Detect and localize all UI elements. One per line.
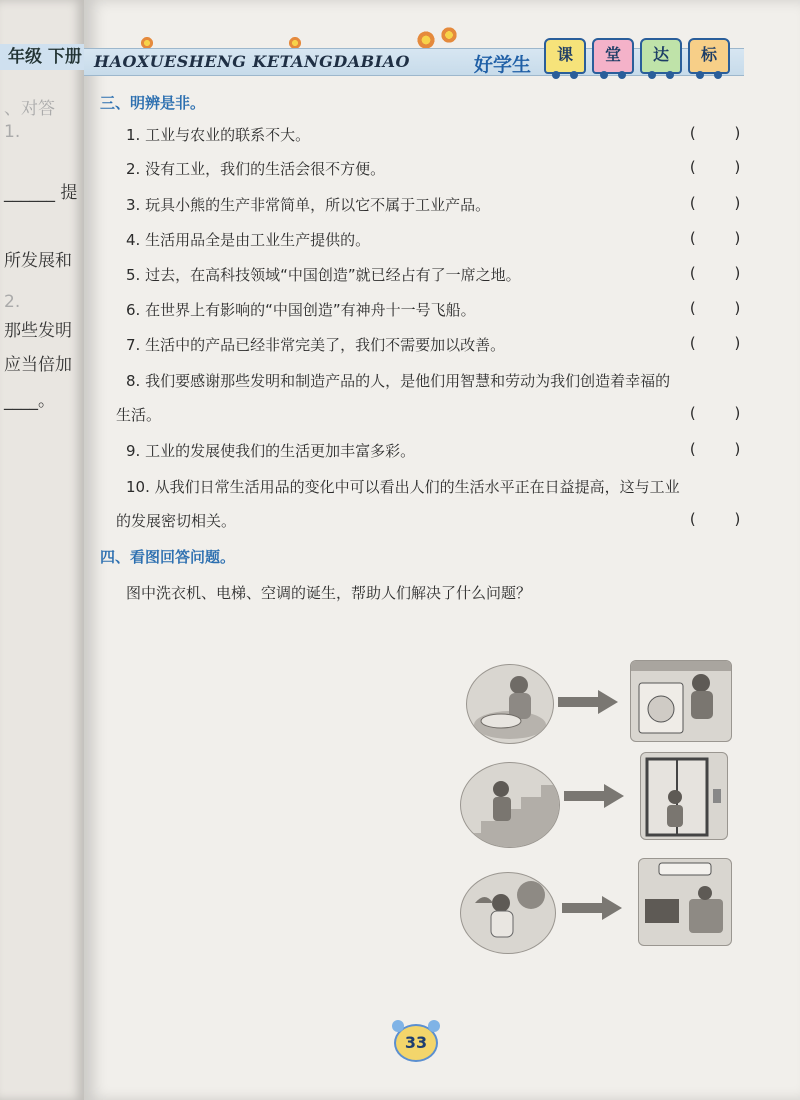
header-train xyxy=(544,38,730,74)
question-7: 7. 生活中的产品已经非常完美了，我们不需要加以改善。 xyxy=(126,336,506,354)
question-6: 6. 在世界上有影响的“中国创造”有神舟十一号飞船。 xyxy=(126,301,476,319)
answer-blank-1[interactable]: ( ) xyxy=(688,124,743,142)
header-brand: 好学生 xyxy=(474,54,532,76)
air-conditioner-illustration xyxy=(638,858,732,946)
arrow-icon xyxy=(564,784,624,808)
question-8-continued: 生活。 xyxy=(116,406,162,424)
answer-blank-3[interactable]: ( ) xyxy=(688,194,743,212)
left-page-text-fragment: 1. xyxy=(4,122,21,142)
left-page xyxy=(0,0,84,1100)
answer-blank-6[interactable]: ( ) xyxy=(688,299,743,317)
section-4-prompt: 图中洗衣机、电梯、空调的诞生，帮助人们解决了什么问题？ xyxy=(126,584,532,602)
arrow-icon xyxy=(562,896,622,920)
answer-blank-9[interactable]: ( ) xyxy=(688,440,743,458)
question-9: 9. 工业的发展使我们的生活更加丰富多彩。 xyxy=(126,442,416,460)
left-page-tab: 年级 下册 xyxy=(0,44,84,70)
flower-icon xyxy=(416,30,436,50)
answer-blank-4[interactable]: ( ) xyxy=(688,229,743,247)
question-8: 8. 我们要感谢那些发明和制造产品的人，是他们用智慧和劳动为我们创造着幸福的 xyxy=(126,372,671,390)
question-1: 1. 工业与农业的联系不大。 xyxy=(126,126,311,144)
left-page-text-fragment: 2. xyxy=(4,292,21,312)
section-3-heading: 三、明辨是非。 xyxy=(100,94,206,112)
left-page-text-fragment: 、对答 xyxy=(4,99,55,119)
flower-icon xyxy=(440,26,458,44)
elevator-illustration xyxy=(640,752,728,840)
climbing-stairs-illustration xyxy=(460,762,560,848)
answer-blank-5[interactable]: ( ) xyxy=(688,264,743,282)
train-car: 达 xyxy=(640,38,682,74)
question-5: 5. 过去，在高科技领域“中国创造”就已经占有了一席之地。 xyxy=(126,266,521,284)
left-page-text-fragment: ____。 xyxy=(4,391,55,411)
fanning-illustration xyxy=(460,872,556,954)
left-page-text-fragment: 所发展和 xyxy=(4,251,72,271)
train-car: 堂 xyxy=(592,38,634,74)
left-page-text-fragment: 那些发明 xyxy=(4,321,72,341)
left-page-text-fragment: 应当倍加 xyxy=(4,355,72,375)
answer-blank-10[interactable]: ( ) xyxy=(688,510,743,528)
question-10: 10. 从我们日常生活用品的变化中可以看出人们的生活水平正在日益提高，这与工业 xyxy=(126,478,680,496)
washing-machine-illustration xyxy=(630,660,732,742)
train-car: 标 xyxy=(688,38,730,74)
section-4-heading: 四、看图回答问题。 xyxy=(100,548,236,566)
question-10-continued: 的发展密切相关。 xyxy=(116,512,237,530)
answer-blank-8[interactable]: ( ) xyxy=(688,404,743,422)
question-2: 2. 没有工业，我们的生活会很不方便。 xyxy=(126,160,386,178)
question-4: 4. 生活用品全是由工业生产提供的。 xyxy=(126,231,371,249)
train-car: 课 xyxy=(544,38,586,74)
arrow-icon xyxy=(558,690,618,714)
hand-washing-illustration xyxy=(466,664,554,744)
main-page xyxy=(84,0,800,1100)
page-number: 33 xyxy=(394,1024,438,1062)
answer-blank-2[interactable]: ( ) xyxy=(688,158,743,176)
question-3: 3. 玩具小熊的生产非常简单，所以它不属于工业产品。 xyxy=(126,196,491,214)
left-page-text-fragment: ______ 提 xyxy=(4,183,78,203)
answer-blank-7[interactable]: ( ) xyxy=(688,334,743,352)
header-pinyin: HAOXUESHENG KETANGDABIAO xyxy=(94,52,410,71)
